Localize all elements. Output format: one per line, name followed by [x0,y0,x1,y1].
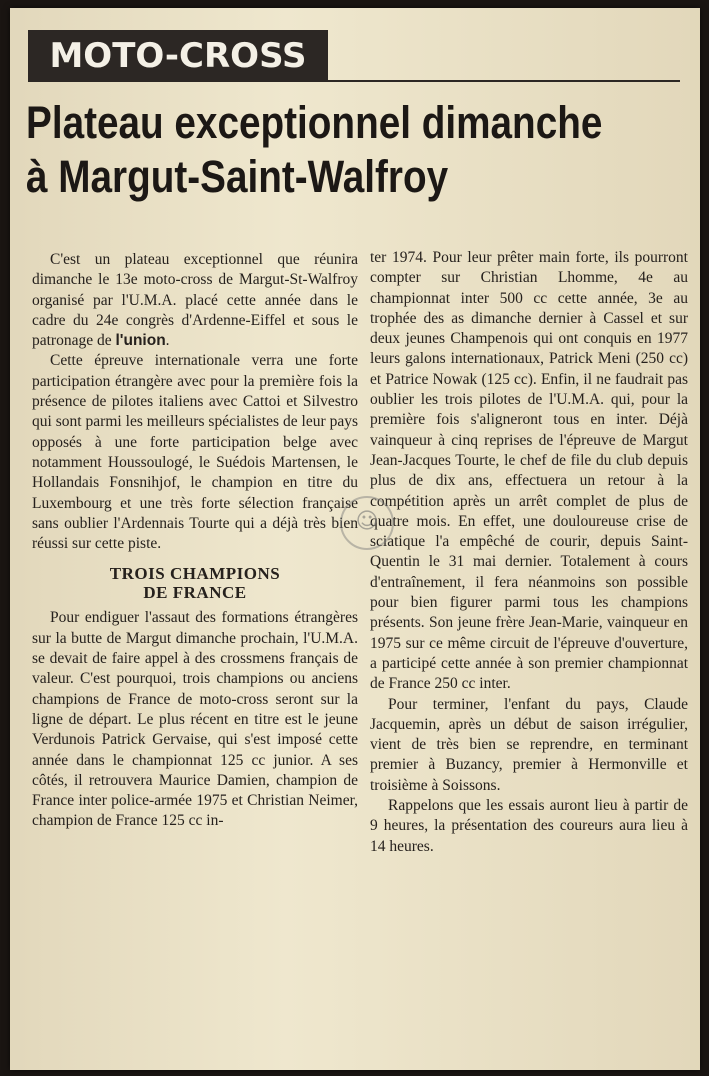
headline-line-2: à Margut-Saint-Walfroy [26,151,449,202]
paragraph-continuation: ter 1974. Pour leur prêter main forte, ils pourront compter sur Christian Lhomme, 4e au championnat inter 500 cc cette année, 3e au trophée des as dimanche dernier à Cassel et sur deux jeunes Champenois qui ont conquis en 1977 leurs galons internationaux, Patrick Meni (250 cc) et Patrice Nowak (125 cc). Enfin, il ne faudrait pas oublier les trois pilotes de l'U.M.A. qui, pour la première fois s'aligneront tous en inter. Déjà vainqueur à cinq reprises de l'épreuve de Margut Jean-Jacques Tourte, le chef de file du club depuis plus de dix ans, effectuera un retour à la compétition après un arrêt complet de plus de quatre mois. En effet, une douloureuse crise de sciatique l'a empêché de courir, depuis Saint-Quentin le 31 mai dernier. Totalement à cours d'entraînement, il fera néanmoins son possible pour bien figurer parmi tous les champions présents. Son jeune frère Jean-Marie, vainqueur en 1975 sur ce même circuit de l'épreuve d'ouverture, a participé cette année à son premier championnat de France 250 cc inter. [370,249,688,693]
intro-text: C'est un plateau exceptionnel que réunira dimanche le 13e moto-cross de Margut-St-Walfroy organisé par l'U.M.A. placé cette année dans le cadre du 24e congrès d'Ardenne-Eiffel et sous le patronage de [32,251,358,350]
article-headline [26,96,603,204]
subheading-line-2: DE FRANCE [143,583,247,603]
paragraph-schedule: Rappelons que les essais auront lieu à partir de 9 heures, la présentation des coureurs aura lieu à 14 heures. [370,797,688,855]
newspaper-name: l'union [115,332,166,350]
section-kicker: MOTO-CROSS [28,30,328,82]
header-rule [328,80,680,82]
paragraph-champions: Pour endiguer l'assaut des formations étrangères sur la butte de Margut dimanche prochain, l'U.M.A. se devait de faire appel à des crossmens français de valeur. C'est pourquoi, trois champions ou anciens champions de France de moto-cross seront sur la ligne de départ. Le plus récent en titre est le jeune Verdunois Patrick Gervaise, qui s'est imposé cette année dans le championnat 125 cc junior. A ses côtés, il retrouvera Maurice Damien, champion de France inter police-armée 1975 et Christian Neimer, champion de France 125 cc in- [32,609,358,830]
headline-line-1: Plateau exceptionnel dimanche [26,97,603,148]
intro-end: . [165,332,170,350]
paragraph-international: Cette épreuve internationale verra une forte participation étrangère avec pour la première fois la présence de pilotes italiens avec Cattoi et Silvestro qui sont parmi les meilleurs spécialistes de leur pays opposés à une forte participation belge avec notamment Houssoulogé, le Suédois Martensen, le Hollandais Fonsnihjof, le champion en titre du Luxembourg et une très forte sélection française sans oublier l'Ardennais Tourte qui a déjà très bien réussi sur cette piste. [32,352,358,553]
subheading [32,564,358,602]
subheading-line-1: TROIS CHAMPIONS [109,564,281,584]
right-column [370,248,688,857]
paragraph-jacquemin: Pour terminer, l'enfant du pays, Claude Jacquemin, après un début de saison irrégulier, vient de très bien se reprendre, en terminant premier à Buzancy, premier à Hermonville et troisième à Soissons. [370,695,688,794]
left-column [32,250,358,832]
watermark-stamp-icon: ☺ [340,496,394,550]
paragraph-intro [32,250,358,351]
newspaper-clipping [10,8,700,1070]
